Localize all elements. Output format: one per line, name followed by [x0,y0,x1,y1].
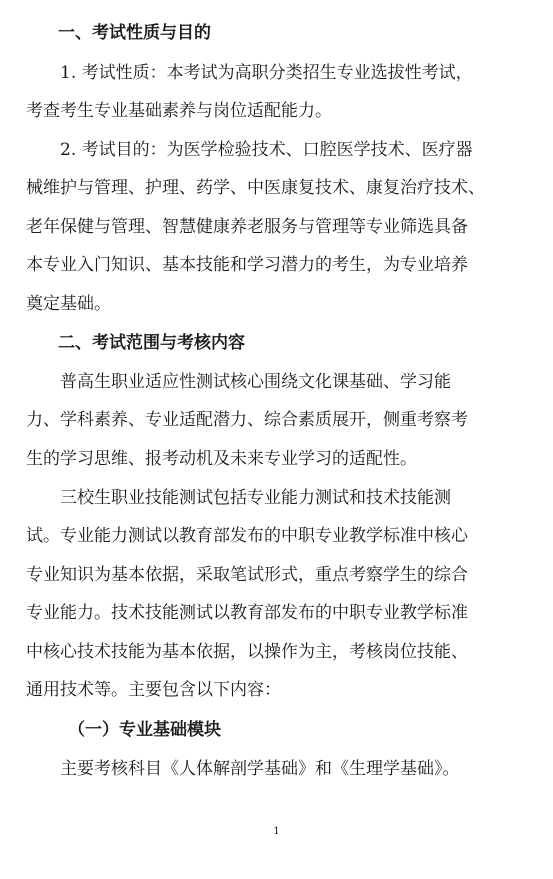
paragraph-line: 本专业入门知识、基本技能和学习潜力的考生，为专业培养 [26,255,468,275]
paragraph-line: 中核心技术技能为基本依据，以操作为主，考核岗位技能、 [26,642,468,662]
paragraph-line: 力、学科素养、专业适配潜力、综合素质展开，侧重考察考 [26,410,468,430]
section-heading: 二、考试范围与考核内容 [58,333,245,353]
paragraph-line: 奠定基础。 [26,294,111,314]
paragraph-line: 专业知识为基本依据，采取笔试形式，重点考察学生的综合 [26,565,468,585]
paragraph-line: 老年保健与管理、智慧健康养老服务与管理等专业筛选具备 [26,217,468,237]
paragraph-line: 械维护与管理、护理、药学、中医康复技术、康复治疗技术、 [26,178,485,198]
paragraph-line: 生的学习思维、报考动机及未来专业学习的适配性。 [26,449,417,469]
paragraph-line: 专业能力。技术技能测试以教育部发布的中职专业教学标准 [26,603,468,623]
paragraph-line: 试。专业能力测试以教育部发布的中职专业教学标准中核心 [26,526,468,546]
page-number: 1 [273,826,280,837]
paragraph-line: 通用技术等。主要包含以下内容： [26,680,281,700]
subsection-heading: （一）专业基础模块 [68,720,221,740]
paragraph-line: 考查考生专业基础素养与岗位适配能力。 [26,101,332,121]
paragraph-line: 三校生职业技能测试包括专业能力测试和技术技能测 [60,488,451,508]
paragraph-line: 普高生职业适应性测试核心围绕文化课基础、学习能 [60,372,451,392]
paragraph-line: 主要考核科目《人体解剖学基础》和《生理学基础》。 [60,759,460,779]
paragraph-line: 1. 考试性质：本考试为高职分类招生专业选拔性考试， [60,63,473,83]
section-heading: 一、考试性质与目的 [58,23,211,43]
paragraph-line: 2. 考试目的：为医学检验技术、口腔医学技术、医疗器 [60,140,473,160]
